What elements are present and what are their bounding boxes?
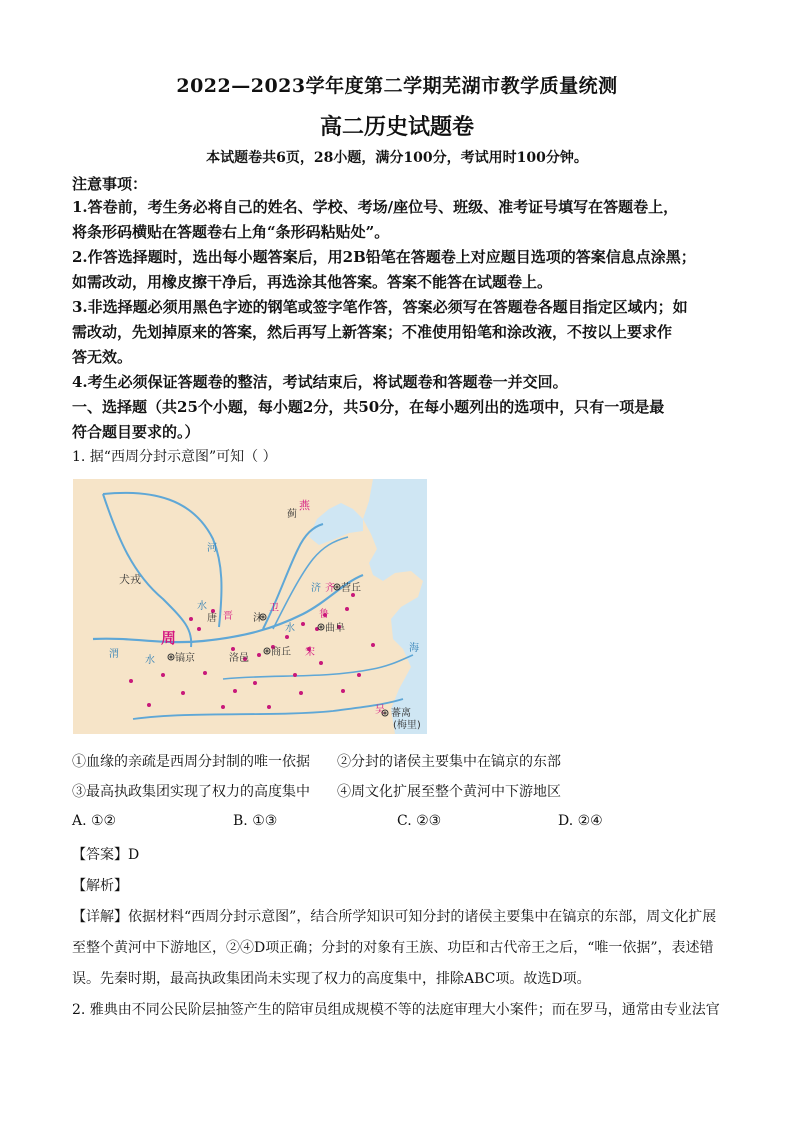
map-label-lu: 鲁: [319, 609, 329, 620]
notice-item-3-line-1: 3.非选择题必须用黑色字迹的钢笔或签字笔作答，答案必须写在答题卷各题目指定区域内；如: [72, 298, 688, 316]
map-label-ji-river: 济: [311, 583, 321, 594]
map-label-song: 宋: [305, 647, 315, 658]
option-b[interactable]: B. ①③: [233, 813, 278, 829]
map-label-fen-water: 水: [197, 601, 207, 612]
statement-4: ④周文化扩展至整个黄河中下游地区: [337, 784, 561, 800]
notice-item-1-line-2: 将条形码横贴在答题卷右上角“条形码粘贴处”。: [72, 223, 390, 241]
map-label-he: 河: [207, 543, 217, 554]
statement-1: ①血缘的亲疏是西周分封制的唯一依据: [72, 754, 310, 770]
map-label-zhou: 周: [161, 629, 177, 647]
detail-text-1: 依据材料“西周分封示意图”，结合所学知识可知分封的诸侯主要集中在镐京的东部，周文化扩展: [128, 909, 717, 925]
map-label-meili: (梅里): [393, 720, 421, 731]
section-heading-line-2: 符合题目要求的。）: [72, 423, 200, 441]
map-label-lower-water: 水: [285, 623, 295, 634]
answer-value: D: [128, 847, 140, 863]
exam-info: 本试题卷共6页，28小题，满分100分，考试用时100分钟。: [206, 150, 588, 166]
map-label-quanrong: 犬戎: [119, 573, 141, 586]
statement-2: ②分封的诸侯主要集中在镐京的东部: [337, 754, 561, 770]
notice-item-2-line-1: 2.作答选择题时，选出每小题答案后，用2B铅笔在答题卷上对应题目选项的答案信息点涂黑；: [72, 248, 696, 266]
option-a[interactable]: A. ①②: [72, 813, 117, 829]
question-2-stem: 2. 雅典由不同公民阶层抽签产生的陪审员组成规模不等的法庭审理大小案件；而在罗马，通常由专业法官: [72, 1002, 720, 1018]
detail-line-3: 误。先秦时期，最高执政集团尚未实现了权力的高度集中，排除ABC项。故选D项。: [72, 971, 591, 987]
map-label-mo: 沫: [253, 613, 263, 624]
map-label-yan: 燕: [299, 499, 310, 512]
notice-item-1-line-1: 1.答卷前，考生务必将自己的姓名、学校、考场/座位号、班级、准考证号填写在答题卷上，: [72, 198, 679, 216]
map-label-ji: 蓟: [287, 509, 297, 520]
option-d[interactable]: D. ②④: [558, 813, 603, 829]
answer-tag: 【答案】: [72, 847, 128, 863]
map-label-qi: 齐: [325, 583, 335, 594]
map-label-tang: 唐: [207, 613, 217, 624]
map-label-qufu: 曲阜: [325, 623, 345, 634]
answer-line: [72, 844, 139, 864]
notice-item-2-line-2: 如需改动，用橡皮擦干净后，再选涂其他答案。答案不能答在试题卷上。: [72, 273, 553, 291]
map-label-wu: 吴: [375, 705, 385, 716]
map-label-wei-water: 水: [145, 655, 155, 666]
map-label-wei: 卫: [269, 603, 279, 614]
detail-tag: 【详解】: [72, 909, 128, 925]
exam-title: 2022—2023学年度第二学期芜湖市教学质量统测: [176, 75, 618, 97]
western-zhou-fief-map: [73, 479, 427, 734]
map-label-wei-river: 渭: [109, 649, 119, 660]
map-label-jin: 晋: [223, 611, 233, 622]
exam-subtitle: 高二历史试题卷: [319, 114, 474, 140]
statement-3: ③最高执政集团实现了权力的高度集中: [72, 784, 310, 800]
map-label-sea: 海: [409, 643, 419, 654]
map-label-luoyi: 洛邑: [229, 653, 249, 664]
notice-item-3-line-3: 答无效。: [72, 348, 133, 366]
map-label-yingqiu: 营丘: [341, 583, 361, 594]
notice-item-3-line-2: 需改动，先划掉原来的答案，然后再写上新答案；不准使用铅笔和涂改液，不按以上要求作: [72, 323, 673, 341]
analysis-tag: 【解析】: [72, 878, 128, 894]
detail-line-1: [72, 906, 732, 926]
notice-heading: 注意事项：: [72, 175, 148, 193]
notice-item-4: 4.考生必须保证答题卷的整洁，考试结束后，将试题卷和答题卷一并交回。: [72, 373, 568, 391]
option-c[interactable]: C. ②③: [397, 813, 442, 829]
map-label-fanli: 蕃离: [391, 708, 411, 719]
section-heading-line-1: 一、选择题（共25个小题，每小题2分，共50分，在每小题列出的选项中，只有一项是最: [72, 398, 665, 416]
question-1-stem: 1. 据“西周分封示意图”可知（ ）: [72, 449, 277, 465]
map-label-shangqiu: 商丘: [271, 647, 291, 658]
detail-line-2: 至整个黄河中下游地区，②④D项正确；分封的对象有王族、功臣和古代帝王之后，“唯一依据”，表述错: [72, 940, 714, 956]
map-label-haojing: 镐京: [175, 653, 195, 664]
